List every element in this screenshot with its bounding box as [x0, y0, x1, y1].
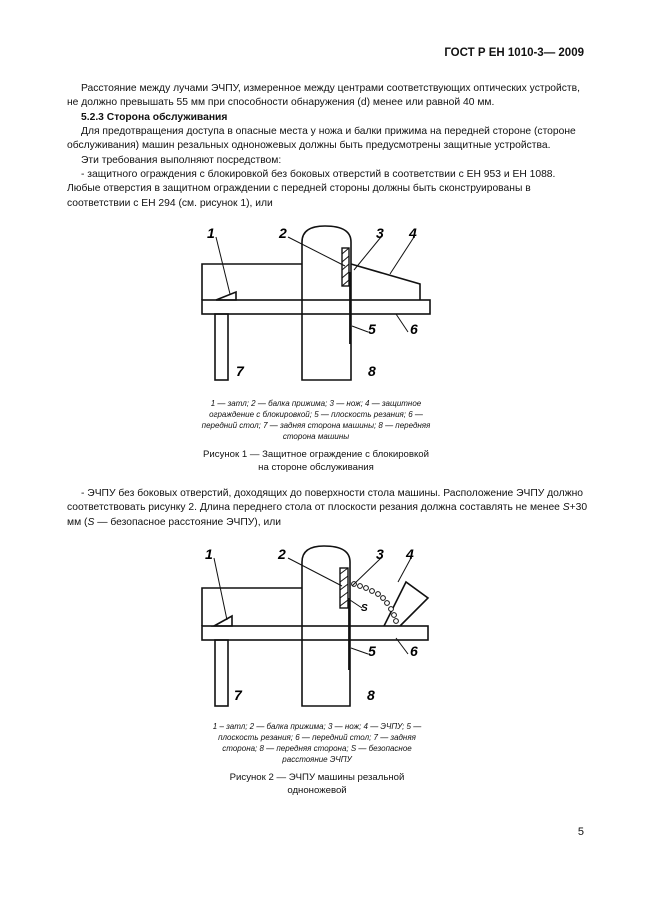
fig1-label-4: 4	[409, 225, 417, 241]
paragraph-esps-b: +30 мм (	[67, 502, 588, 528]
symbol-s: S	[562, 502, 570, 514]
fig2-label-s: S	[361, 603, 368, 614]
paragraph-means: Эти требования выполняют посредством:	[81, 155, 282, 166]
fig1-label-1: 1	[207, 225, 215, 241]
paragraph-esps-a: - ЭЧПУ без боковых отверстий, доходящих до поверхности стола машины. Расположение ЭЧПУ должно соответствовать рисунку 2. Длина переднего стола от плоскости резания должна составлять не менее	[67, 488, 583, 514]
fig1-label-3: 3	[376, 225, 384, 241]
figure-1-legend: 1 — затл; 2 — балка прижима; 3 — нож; 4 — защитное ограждение с блокировкой; 5 — плоскость резания; 6 — передний стол; 7 — задняя сторона машины; 8 — передняя сторона машины	[201, 399, 431, 441]
rear-leg	[215, 314, 228, 380]
fig2-label-1: 1	[205, 546, 213, 562]
fig1-label-6: 6	[410, 321, 418, 337]
fig1-label-8: 8	[368, 363, 376, 379]
fig2-label-7: 7	[234, 687, 242, 703]
figure-1-caption: Рисунок 1 — Защитное ограждение с блокировкой на стороне обслуживания	[203, 449, 429, 473]
clamp-wedge	[216, 292, 236, 300]
left-support	[202, 588, 302, 626]
paragraph-esps	[67, 487, 589, 530]
fig2-label-4: 4	[406, 546, 414, 562]
fig1-label-2: 2	[279, 225, 287, 241]
paragraph-guard: - защитного ограждения с блокировкой без боковых отверстий в соответствии с ЕН 953 и ЕН 1088. Любые отверстия в защитном ограждении с передней стороны должны быть сконструированы в соответствии с ЕН 294 (см. рисунок 1), или	[67, 169, 556, 209]
symbol-s-2: S	[87, 516, 95, 528]
paragraph-distance: Расстояние между лучами ЭЧПУ, измеренное между центрами соответствующих оптических устройств, не должно превышать 55 мм при способности обнаружения (d) менее или равной 40 мм.	[67, 83, 580, 109]
front-table	[202, 626, 428, 640]
fig1-label-5: 5	[368, 321, 376, 337]
figure-2-legend: 1 – затл; 2 — балка прижима; 3 — нож; 4 — ЭЧПУ; 5 — плоскость резания; 6 — передний стол; 7 — задняя сторона; 8 — передняя сторона; S — безопасное расстояние ЭЧПУ	[212, 722, 422, 764]
rear-leg	[215, 640, 228, 706]
knife	[340, 568, 348, 608]
paragraph-esps-c: — безопасное расстояние ЭЧПУ), или	[94, 516, 281, 528]
figure-2-drawing	[190, 542, 442, 714]
left-support	[202, 264, 302, 300]
paragraph-protection: Для предотвращения доступа в опасные места у ножа и балки прижима на передней стороне (стороне обслуживания) машин резальных одноножевых должны быть предусмотрены защитные устройства.	[67, 126, 576, 152]
fig2-label-3: 3	[376, 546, 384, 562]
figure-1-drawing	[190, 222, 440, 392]
front-table	[202, 300, 430, 314]
page-number: 5	[577, 826, 584, 838]
esps-beams	[352, 582, 399, 624]
figure-2-caption: Рисунок 2 — ЭЧПУ машины резальной одноножевой	[229, 772, 405, 796]
interlock-guard	[351, 264, 420, 300]
document-header: ГОСТ Р ЕН 1010-3— 2009	[444, 47, 584, 59]
fig2-label-8: 8	[367, 687, 375, 703]
clamp-wedge	[214, 616, 232, 626]
fig1-label-7: 7	[236, 363, 244, 379]
fig2-label-5: 5	[368, 643, 376, 659]
esps-housing	[384, 582, 428, 626]
fig2-label-6: 6	[410, 643, 418, 659]
fig2-label-2: 2	[278, 546, 286, 562]
section-heading: 5.2.3 Сторона обслуживания	[81, 112, 228, 123]
